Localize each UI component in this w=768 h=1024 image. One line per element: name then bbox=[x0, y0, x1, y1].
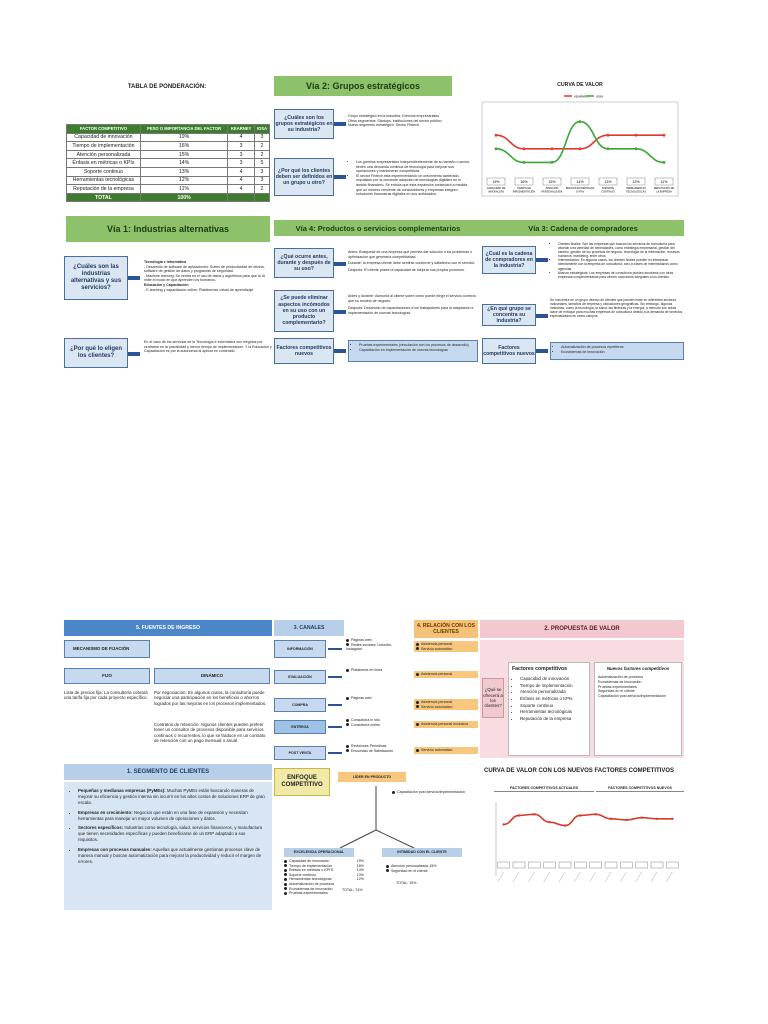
table-cell: 2 bbox=[254, 150, 269, 159]
via4-factores-box: • Pruebas experimentales (vinculación con los procesos de desarrollo) • Capacitación en implementación de nuevas tecnologías bbox=[348, 340, 478, 362]
data-point bbox=[625, 819, 627, 821]
via3-question-2: ¿En qué grupo se concentra su industria? bbox=[482, 304, 536, 326]
series-line bbox=[496, 135, 664, 149]
canal-label: EVALUACIÓN bbox=[274, 670, 326, 684]
value-label: 14% bbox=[576, 180, 584, 184]
via3-arrow-1 bbox=[536, 258, 548, 262]
factores-label: Factores competitivos bbox=[512, 666, 568, 672]
relacion-box bbox=[414, 721, 478, 728]
data-point bbox=[579, 147, 582, 150]
value-label-box bbox=[513, 862, 525, 868]
canal-items bbox=[346, 744, 406, 753]
via1-answer-1: Tecnología e Informática - Desarrollo de software de aplicaciones: Suites de productividad de oficina, software de gestión de datos y programas de seguridad. - Machine learning: Se centra en el uso de datos y algoritmos para que la IA imite el modo en que aprenden los humanos. Educación y Capacitación - E-learning y capacitación online: Plataformas virtual de aprendizaje. bbox=[144, 260, 265, 292]
table-cell: 19% bbox=[140, 133, 227, 142]
excelencia-item: Soporte continuo 13% bbox=[284, 873, 364, 878]
category-label bbox=[544, 872, 550, 882]
value-label-box bbox=[559, 862, 571, 868]
canal-label: COMPRA bbox=[274, 698, 326, 712]
curva-valor-title: CURVA DE VALOR bbox=[557, 82, 603, 88]
segmento-header: 1. SEGMENTO DE CLIENTES bbox=[64, 764, 272, 780]
data-point bbox=[579, 814, 581, 816]
dinamico-text-2: Contratos de retención: Algunos clientes pueden preferir tener un consultor de procesos disponible para servicios continuos o recurrentes, lo que se traduce en un contrato de retención con un pago mensual o anual. bbox=[154, 722, 266, 744]
table-cell: Reputación de la empresa bbox=[67, 185, 141, 194]
segmento-item: • Sectores específicos: Industrias como tecnología, salud, servicios financieros, y manufactura que tienen necesidades específicas y pueden beneficiarse de un ERP adaptado a sus requisitos. bbox=[78, 825, 266, 844]
table-cell: 12% bbox=[140, 176, 227, 185]
category-label: LA EMPRESA bbox=[656, 190, 672, 194]
via3-arrow-2 bbox=[536, 314, 548, 318]
via4-question-1: ¿Qué ocurre antes, durante y después de su uso? bbox=[274, 248, 334, 278]
canal-arrow bbox=[328, 648, 342, 650]
category-label: O KPIs bbox=[576, 190, 584, 194]
table-cell: 4 bbox=[228, 133, 255, 142]
segmento-list bbox=[64, 782, 272, 865]
factor-item: • Atención personalizada bbox=[520, 689, 586, 696]
ponderacion-table bbox=[66, 124, 270, 202]
data-point bbox=[523, 161, 526, 164]
series-line bbox=[504, 814, 673, 825]
via1-question-2: ¿Por qué lo eligen los clientes? bbox=[64, 338, 128, 368]
value-label-box bbox=[590, 862, 602, 868]
table-cell: 4 bbox=[228, 167, 255, 176]
lider-item: Capacitación post servicio/implementación bbox=[392, 790, 482, 795]
excelencia-total: TOTAL: 74% bbox=[342, 888, 363, 892]
excelencia-item: Ecosistemas de innovación bbox=[284, 887, 364, 892]
table-cell: Tiempo de implementación bbox=[67, 142, 141, 151]
fijo-text: Lista de precios fija: La consultoría cobrará una tarifa fija por cada proyecto específico. bbox=[64, 690, 148, 701]
via3-answer-1: • Clientes finales: Son las empresas que buscan los servicios de consultoría para abordar una variedad de necesidades, como estrategia empresarial, gestión del cambio, gestión de los procesos de negocio, tecnología de la información, recursos humanos, marketing, entre otros. • Intermediarios: En algunos casos, los clientes finales pueden no interactuar directamente con la empresa de consultoría, sino a través de intermediarios como agencias. • Alianza estratégicas: Los empresas de consultoría pueden asociarse con otras empresas complementarias para ofrecer soluciones integrales a los clientes. bbox=[550, 242, 684, 279]
table-cell: 4 bbox=[228, 176, 255, 185]
intimidad-box: INTIMIDAD CON EL CLIENTE bbox=[382, 848, 462, 857]
value-label-box bbox=[544, 862, 556, 868]
category-label: PERSONALIZADA bbox=[541, 190, 563, 194]
relacion-item: Asistencia personal exclusiva bbox=[416, 722, 476, 727]
table-cell: 13% bbox=[140, 167, 227, 176]
table-row bbox=[67, 142, 270, 151]
curva-valor-chart bbox=[476, 80, 684, 212]
factor-item: • Reputación de la empresa bbox=[520, 716, 586, 723]
via4-factores-label: Factores competitivos nuevos bbox=[274, 338, 334, 364]
table-row bbox=[67, 193, 270, 202]
data-point bbox=[518, 814, 520, 816]
table-cell: 2 bbox=[254, 142, 269, 151]
nuevo-factor-item: Pruebas experimentales bbox=[598, 684, 637, 689]
data-point bbox=[579, 120, 582, 123]
category-label: IMPLEMENTACIÓN bbox=[512, 190, 536, 194]
excelencia-item: Pruebas experimentales bbox=[284, 891, 364, 896]
table-cell: 4 bbox=[228, 185, 255, 194]
relacion-box bbox=[414, 699, 478, 710]
table-cell: 5 bbox=[254, 159, 269, 168]
value-label-box bbox=[651, 862, 663, 868]
excelencia-item: Capacidad de innovación 19% bbox=[284, 859, 364, 864]
via3-header bbox=[482, 220, 684, 236]
table-row bbox=[67, 167, 270, 176]
relacion-item: Servicio automático bbox=[416, 705, 476, 710]
excelencia-item: Tiempo de implementación 16% bbox=[284, 864, 364, 869]
data-point bbox=[533, 813, 535, 815]
factor-item: • Herramientas tecnológicas bbox=[520, 709, 586, 716]
factores-box bbox=[508, 662, 590, 756]
table-cell: 3 bbox=[228, 150, 255, 159]
via1-header bbox=[66, 216, 270, 242]
value-label-box bbox=[574, 862, 586, 868]
canal-item: Plataforma en línea bbox=[346, 668, 406, 673]
via2-arrow-2 bbox=[334, 175, 346, 179]
nuevos-label: Nuevos factores competitivos bbox=[606, 666, 670, 671]
via2-answer-1: Grupo estratégico en la industria: Gremios empresariales Otros segmentos: Startups, instituciones del sector público Nuevo segmento estratégico: Sector Fintech bbox=[348, 114, 442, 128]
relacion-item: Servicio automático bbox=[416, 647, 476, 652]
table-row bbox=[67, 159, 270, 168]
data-point bbox=[502, 823, 504, 825]
relacion-header: 4. RELACIÓN CON LOS CLIENTES bbox=[414, 620, 478, 638]
data-point bbox=[548, 821, 550, 823]
fijo-box: FIJO bbox=[64, 668, 150, 684]
via2-title: Vía 2: Grupos estratégicos bbox=[305, 81, 421, 91]
factor-item: • Tiempo de implementación bbox=[520, 683, 586, 690]
category-label bbox=[620, 872, 626, 882]
category-label: SOPORTE bbox=[601, 187, 615, 190]
table-cell: 3 bbox=[228, 159, 255, 168]
enfoque-triangle bbox=[318, 778, 438, 858]
canal-item: Encuestas de Satisfacción bbox=[346, 749, 406, 754]
nuevo-factor-item: Seguridad en el cliente bbox=[598, 689, 635, 694]
canal-item: Consultoría online bbox=[346, 723, 406, 728]
table-cell bbox=[254, 193, 269, 202]
nuevo-factor-item: Capacitación post servicio/implementación bbox=[598, 693, 666, 698]
canal-items bbox=[346, 696, 406, 701]
enfoque-header: ENFOQUE COMPETITIVO bbox=[274, 768, 330, 796]
curva2-nuevos: FACTORES COMPETITIVOS NUEVOS bbox=[596, 786, 684, 792]
data-point bbox=[551, 161, 554, 164]
excelencia-item: Énfasis en métricas o KPI'S 14% bbox=[284, 868, 364, 873]
data-point bbox=[656, 818, 658, 820]
data-point bbox=[551, 147, 554, 150]
via4-arrow-1 bbox=[334, 262, 346, 266]
via3-factores-label: Factores competitivos nuevos bbox=[482, 338, 536, 364]
table-header-cell: KEARNEY bbox=[228, 125, 255, 134]
via4-arrow-2 bbox=[334, 310, 346, 314]
excelencia-box: EXCELENCIA OPERACIONAL bbox=[284, 848, 354, 857]
table-cell: Énfasis en métricas o KPIs bbox=[67, 159, 141, 168]
propuesta-question: ¿Qué se ofrecerá a los clientes? bbox=[482, 678, 504, 718]
nuevo-factor-item: Automatización de procesos bbox=[598, 675, 644, 680]
canal-label: POST VENTA bbox=[274, 746, 326, 760]
factores-list bbox=[512, 676, 586, 722]
table-cell: 16% bbox=[140, 142, 227, 151]
table-cell bbox=[228, 193, 255, 202]
relacion-box bbox=[414, 747, 478, 754]
tabla-title: TABLA DE PONDERACIÓN: bbox=[127, 84, 207, 90]
canal-arrow bbox=[328, 726, 342, 728]
segmento-panel bbox=[64, 782, 272, 910]
canal-item: Revisiones Periódicas bbox=[346, 744, 406, 749]
segmento-item: • Empresas en crecimiento: Negocios que están en una fase de expansión y necesitan herramientas para manejar un mayor volumen de operaciones y datos. bbox=[78, 810, 266, 822]
category-label: CONTINUO bbox=[601, 190, 615, 194]
via1-arrow-1 bbox=[128, 276, 140, 280]
table-cell: 3 bbox=[228, 142, 255, 151]
propuesta-header: 2. PROPUESTA DE VALOR bbox=[480, 620, 684, 638]
data-point bbox=[564, 824, 566, 826]
canal-label: ENTREGA bbox=[274, 720, 326, 734]
segmento-item: • Empresas con procesos manuales: Aquellas que actualmente gestionan procesos clave de manera manual y buscan automatización para mejorar la productividad y reducir el margen de errores. bbox=[78, 847, 266, 866]
nuevo-factor-item: Ecosistemas de innovación bbox=[598, 680, 642, 684]
via4-answer-2: Antes y durante: Asesoría al cliente sobre cómo puede elegir el servicio correcto que su modelo de negocio. Después: Desarrollo de capacitaciones a los trabajadores para la adaptación e implementación de nuevas tecnologías. bbox=[348, 294, 476, 315]
canal-arrow bbox=[328, 676, 342, 678]
via3-question-1: ¿Cuál es la cadena de compradores en la industria? bbox=[482, 246, 536, 274]
category-label: TIEMPO DE bbox=[517, 187, 531, 190]
dinamico-text-1: Por negociación: En algunos casos, la consultoría puede negociar una participación en los beneficios o ahorros logrados por las mejoras en los procesos implementados. bbox=[154, 690, 267, 706]
value-label-box bbox=[666, 862, 678, 868]
table-cell: Atención personalizada bbox=[67, 150, 141, 159]
curva2-title: CURVA DE VALOR CON LOS NUEVOS FACTORES COMPETITIVOS bbox=[484, 768, 675, 774]
category-label bbox=[666, 872, 672, 882]
data-point bbox=[671, 818, 673, 820]
via2-answer-2: • Los gremios empresariales independientemente de su tamaño o sector, tienen una demanda continua de tecnología para mejorar sus operaciones y mantenerse competitivas. • El sector Fintech está experimentando un crecimiento acelerado, impulsado por la creciente adopción de tecnologías digitales en el ámbito financiero. Se enfoca que esta expansión continuará a medida que un número creciente de consumidores y empresas integren soluciones financieras digitales en sus actividades. bbox=[348, 160, 472, 197]
table-row bbox=[67, 133, 270, 142]
value-label-box bbox=[636, 862, 648, 868]
via2-header bbox=[274, 76, 452, 96]
via1-answer-2: En el caso de los servicios de la Tecnología e Informática son elegidos por centrarse en la practicidad y menor tiempo de implementación. Y la Educación y Capacitación es por la autonomía al aplicar en contenido. bbox=[144, 340, 272, 354]
data-point bbox=[640, 816, 642, 818]
value-label-box bbox=[605, 862, 617, 868]
value-label: 16% bbox=[520, 180, 528, 184]
bottom-poster bbox=[62, 618, 686, 912]
table-cell: Capacidad de innovación bbox=[67, 133, 141, 142]
category-label: CAPACIDAD DE bbox=[486, 187, 506, 190]
category-label: HERRAMIENTAS bbox=[626, 187, 646, 190]
table-cell: Soporte continuo bbox=[67, 167, 141, 176]
table-cell: 3 bbox=[254, 176, 269, 185]
via1-title: Vía 1: Industrias alternativas bbox=[106, 224, 230, 234]
category-label bbox=[605, 872, 611, 882]
relacion-item: Asistencia personal bbox=[416, 642, 476, 647]
via2-question-1: ¿Cuáles son los grupos estratégicos en su industria? bbox=[274, 109, 334, 139]
table-header-cell: PESO O IMPORTANCIA DEL FACTOR bbox=[140, 125, 227, 134]
data-point bbox=[610, 818, 612, 820]
relacion-item: Asistencia personal bbox=[416, 700, 476, 705]
via1-arrow-2 bbox=[128, 352, 140, 356]
category-label bbox=[574, 872, 580, 882]
canal-arrow bbox=[328, 704, 342, 706]
via4-question-2: ¿Se puede eliminar aspectos incómodos en su uso con un producto complementario? bbox=[274, 290, 334, 332]
via4-answer-1: Antes: Búsqueda de una empresa que permita dar solución a los problemas o optimización que generaría competitividad. Durante: la empresa cliente debe sentirse conforme y satisfecho con el servicio. Después: El cliente posee la capacidad de mejorar sus propios procesos. bbox=[348, 250, 476, 272]
via4-arrow-3 bbox=[334, 349, 346, 353]
data-point bbox=[635, 134, 638, 137]
factor-item: • Énfasis en métricas o KPIs bbox=[520, 696, 586, 703]
table-row bbox=[67, 185, 270, 194]
value-label: 19% bbox=[492, 180, 500, 184]
table-cell: 3 bbox=[254, 167, 269, 176]
category-label bbox=[513, 872, 519, 882]
via4-title: Vía 4: Productos o servicios complementarios bbox=[295, 223, 461, 233]
data-point bbox=[607, 134, 610, 137]
table-row bbox=[67, 176, 270, 185]
canal-item: Páginas web bbox=[346, 638, 406, 643]
lider-box: LÍDER EN PRODUCTO bbox=[338, 772, 406, 782]
via3-title: Vía 3: Cadena de compradores bbox=[528, 223, 638, 233]
via4-header bbox=[274, 220, 482, 236]
value-label: 11% bbox=[660, 180, 668, 184]
factor-item: • Soporte continuo bbox=[520, 703, 586, 710]
mecanismo-box: MECANISMO DE FIJACIÓN bbox=[64, 640, 150, 658]
table-cell: TOTAL bbox=[67, 193, 141, 202]
legend-label: KEARNEY bbox=[574, 94, 589, 99]
via1-question-1: ¿Cuáles son las industrias alternativas y sus servicios? bbox=[64, 256, 128, 300]
category-label bbox=[636, 872, 642, 882]
value-label-box bbox=[498, 862, 510, 868]
dinamico-box: DINÁMICO bbox=[154, 668, 270, 684]
canal-item: Páginas web bbox=[346, 696, 406, 701]
canal-items bbox=[346, 668, 406, 673]
table-cell: 15% bbox=[140, 150, 227, 159]
canal-items bbox=[346, 638, 406, 652]
category-label: TECNOLÓGICAS bbox=[626, 190, 646, 194]
relacion-box bbox=[414, 671, 478, 678]
nuevos-list bbox=[598, 675, 678, 698]
segmento-item: • Pequeñas y medianas empresas (PyMEs): Muchas PyMEs están buscando maneras de mejorar su eficiencia y gestión interna sin incurrir en los altos costos de soluciones ERP de gran escala. bbox=[78, 788, 266, 807]
data-point bbox=[663, 134, 666, 137]
table-header-cell: FACTOR COMPETITIVO bbox=[67, 125, 141, 134]
category-label: INNOVACIÓN bbox=[488, 190, 504, 194]
value-label-box bbox=[620, 862, 632, 868]
via3-answer-2: Se concentra en un grupo diverso de clientes que pueden estar en diferentes sectores industriales, tamaños de empresa y ubicaciones geográficas. Sin embargo, algunas industrias, como la tecnología, la salud, las finanzas y la energía, a menudo son áreas clave de enfoque para muchas empresas de consultoría debido a la demanda de servicios especializados en estos campos. bbox=[550, 298, 683, 319]
data-point bbox=[594, 813, 596, 815]
relacion-item: Asistencia personal bbox=[416, 672, 476, 677]
category-label bbox=[559, 872, 565, 882]
data-point bbox=[607, 147, 610, 150]
category-label bbox=[528, 872, 534, 882]
data-point bbox=[495, 134, 498, 137]
category-label: ÉNFASIS EN MÉTRICAS bbox=[565, 187, 595, 190]
nuevos-box bbox=[594, 662, 682, 756]
value-label-box bbox=[528, 862, 540, 868]
table-cell: 14% bbox=[140, 159, 227, 168]
via2-arrow-1 bbox=[334, 122, 346, 126]
via3-arrow-3 bbox=[536, 349, 548, 353]
table-cell: Herramientas tecnológicas bbox=[67, 176, 141, 185]
excelencia-item: Automatización de procesos bbox=[284, 882, 364, 887]
series-line bbox=[496, 122, 664, 163]
curva2-actuales: FACTORES COMPETITIVOS ACTUALES bbox=[494, 786, 594, 792]
canal-items bbox=[346, 718, 406, 727]
data-point bbox=[495, 147, 498, 150]
table-row bbox=[67, 150, 270, 159]
value-label: 15% bbox=[548, 180, 556, 184]
factor-item: • Capacidad de innovación bbox=[520, 676, 586, 683]
relacion-box bbox=[414, 641, 478, 652]
category-label: REPUTACIÓN DE bbox=[653, 187, 675, 190]
canal-item: Consultoría in situ bbox=[346, 718, 406, 723]
data-point bbox=[635, 147, 638, 150]
via3-factores-box: • Automatización de procesos repetitivos • Ecosistemas de innovación bbox=[550, 342, 684, 360]
value-label: 12% bbox=[632, 180, 640, 184]
table-cell: 3 bbox=[254, 133, 269, 142]
intimidad-list: Atención personalizada 15% Seguridad en el cliente TOTAL: 15% bbox=[386, 864, 476, 886]
top-poster bbox=[62, 76, 686, 378]
canales-header: 3. CANALES bbox=[274, 620, 344, 636]
canal-label: INFORMACIÓN bbox=[274, 640, 326, 658]
excelencia-item: Herramientas tecnológicas 12% bbox=[284, 877, 364, 882]
data-point bbox=[663, 161, 666, 164]
fuentes-header: 5. FUENTES DE INGRESO bbox=[64, 620, 272, 636]
value-label: 13% bbox=[604, 180, 612, 184]
category-label bbox=[590, 872, 596, 882]
curva-valor-svg bbox=[476, 80, 684, 210]
canal-item: Redes sociales: LinkedIn, Instagram. bbox=[346, 642, 392, 652]
category-label bbox=[651, 872, 657, 882]
table-header-cell: IOSA bbox=[254, 125, 269, 134]
table-cell: 2 bbox=[254, 185, 269, 194]
category-label: ATENCIÓN bbox=[545, 187, 559, 190]
legend-label: IOSA bbox=[596, 94, 604, 99]
table-cell: 11% bbox=[140, 185, 227, 194]
curva2-svg bbox=[484, 794, 684, 904]
category-label bbox=[498, 872, 504, 882]
canal-arrow bbox=[328, 752, 342, 754]
table-cell: 100% bbox=[140, 193, 227, 202]
via2-question-2: ¿Por qué los clientes deben ser definidos en un grupo u otro? bbox=[274, 158, 334, 196]
relacion-item: Servicio automático bbox=[416, 748, 476, 753]
data-point bbox=[523, 147, 526, 150]
